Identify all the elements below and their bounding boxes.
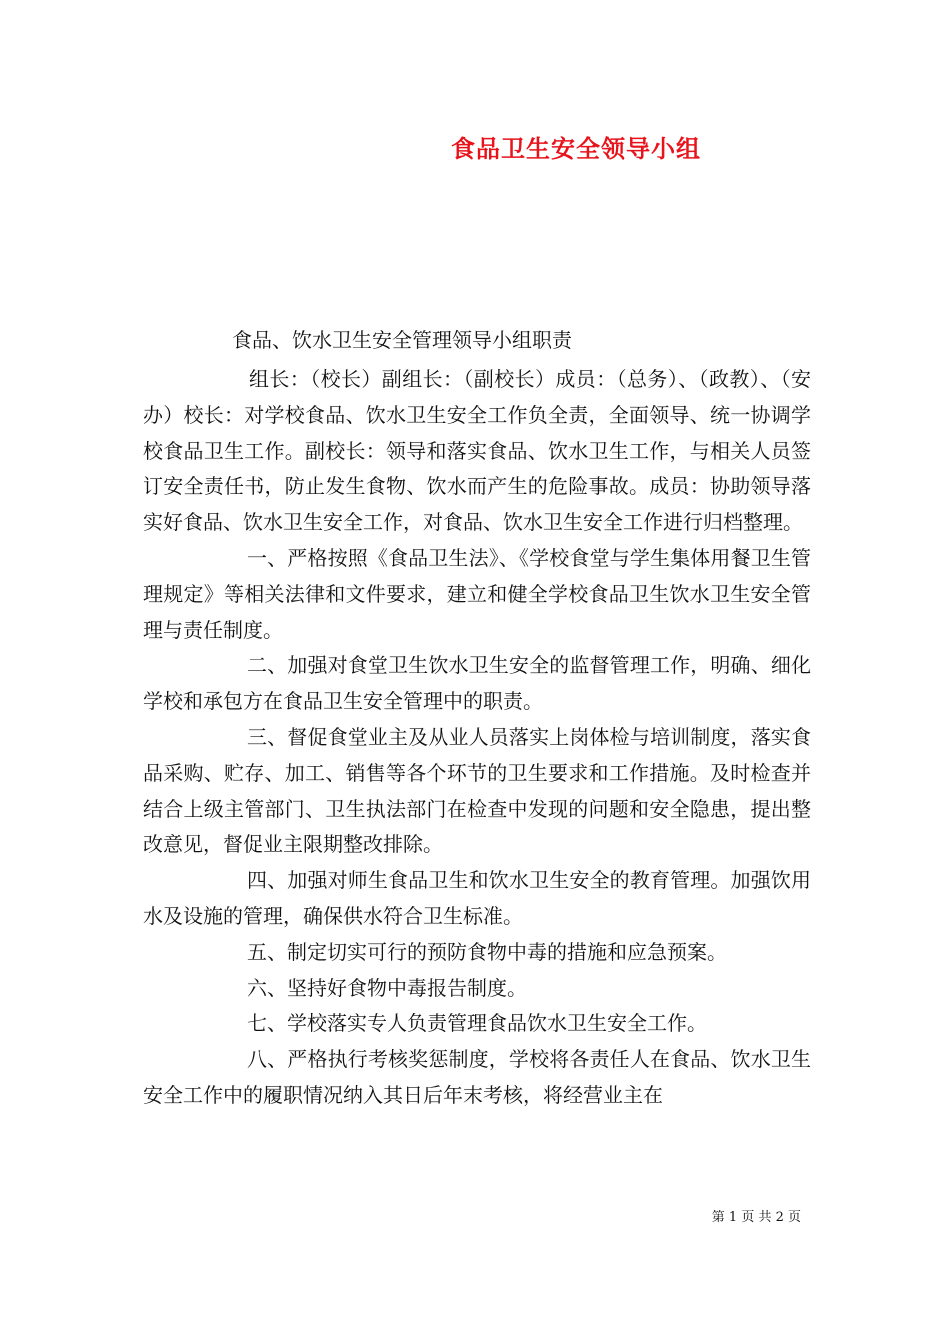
paragraph-item-1: 一、严格按照《食品卫生法》、《学校食堂与学生集体用餐卫生管理规定》等相关法律和文件要求，建立和健全学校食品卫生饮水卫生安全管理与责任制度。 [143,545,811,642]
paragraph-item-7: 七、学校落实专人负责管理食品饮水卫生安全工作。 [247,1011,707,1036]
page-number: 第 1 页 共 2 页 [711,1210,801,1225]
paragraph-item-4: 四、加强对师生食品卫生和饮水卫生安全的教育管理。加强饮用水及设施的管理，确保供水符合卫生标准。 [143,868,811,928]
section-heading: 食品、饮水卫生安全管理领导小组职责 [232,328,572,352]
paragraph-item-8: 八、严格执行考核奖惩制度，学校将各责任人在食品、饮水卫生安全工作中的履职情况纳入其日后年末考核，将经营业主在 [143,1047,811,1107]
paragraph-item-3: 三、督促食堂业主及从业人员落实上岗体检与培训制度，落实食品采购、贮存、加工、销售等各个环节的卫生要求和工作措施。及时检查并结合上级主管部门、卫生执法部门在检查中发现的问题和安全隐患，提出整改意见，督促业主限期整改排除。 [143,724,811,857]
paragraph-item-2: 二、加强对食堂卫生饮水卫生安全的监督管理工作，明确、细化学校和承包方在食品卫生安全管理中的职责。 [143,653,811,714]
paragraph-roster: 组长：（校长）副组长：（副校长）成员：（总务）、（政教）、（安办）校长：对学校食品、饮水卫生安全工作负全责，全面领导、统一协调学校食品卫生工作。副校长：领导和落实食品、饮水卫生工作，与相关人员签订安全责任书，防止发生食物、饮水而产生的危险事故。成员：协助领导落实好食品、饮水卫生安全工作，对食品、饮水卫生安全工作进行归档整理。 [143,367,811,535]
paragraph-item-5: 五、制定切实可行的预防食物中毒的措施和应急预案。 [247,939,727,964]
document-body [143,362,811,1114]
document-title: 食品卫生安全领导小组 [451,134,701,163]
paragraph-item-6: 六、坚持好食物中毒报告制度。 [247,975,527,1000]
